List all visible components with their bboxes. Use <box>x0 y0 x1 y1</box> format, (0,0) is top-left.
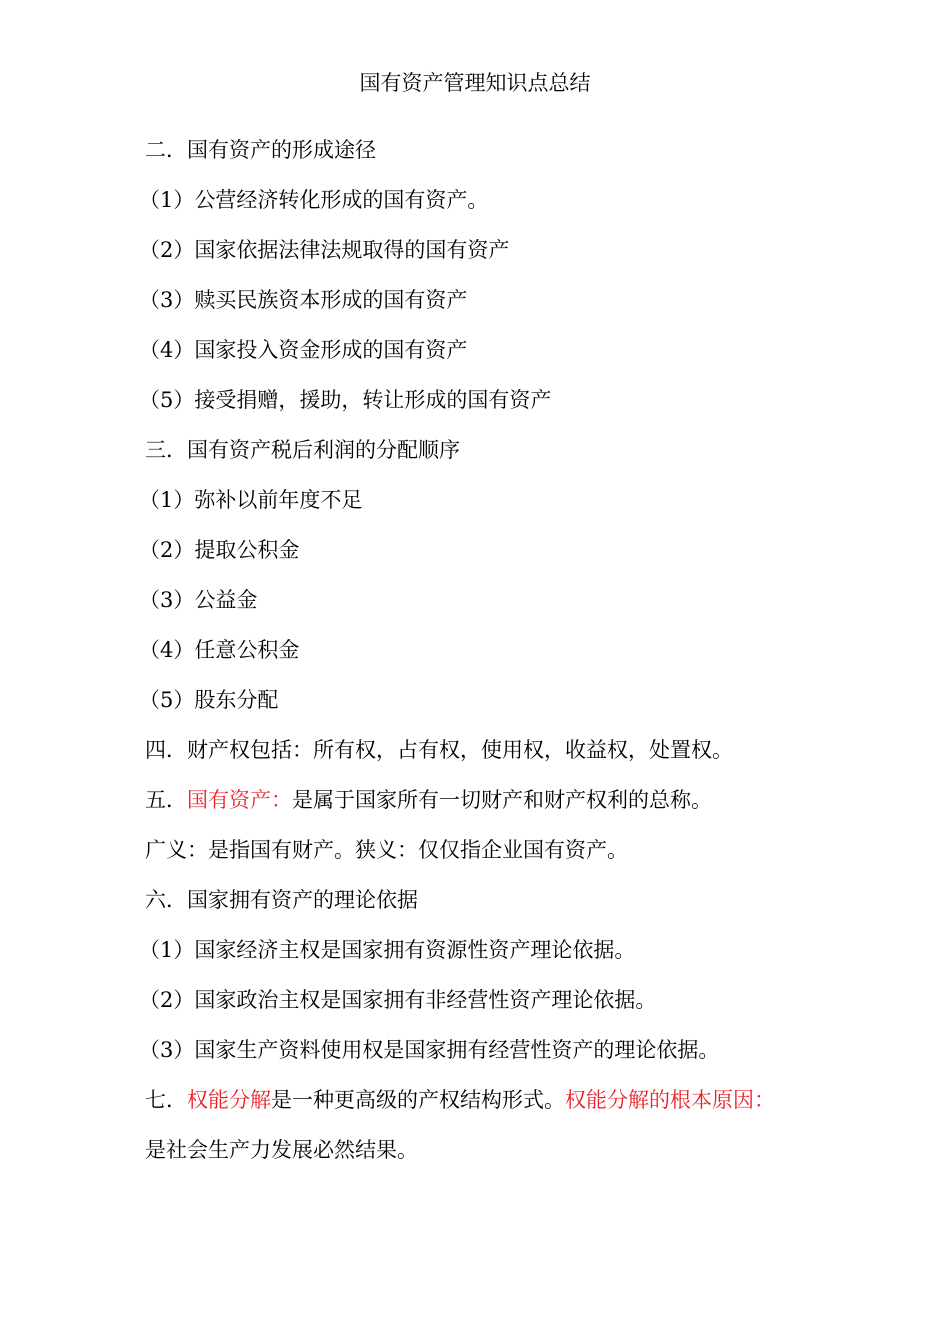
line-text: 五． <box>145 788 187 812</box>
line-text: （3）国家生产资料使用权是国家拥有经营性资产的理论依据。 <box>139 1038 720 1062</box>
page-title: 国有资产管理知识点总结 <box>359 71 591 95</box>
list-item <box>139 685 845 715</box>
section-line <box>145 1135 845 1165</box>
section-line <box>145 885 845 915</box>
section-line <box>145 735 845 765</box>
line-text: 是属于国家所有一切财产和财产权利的总称。 <box>292 788 712 812</box>
list-item <box>139 235 845 265</box>
line-text: 三．国有资产税后利润的分配顺序 <box>145 438 460 462</box>
line-text: 广义：是指国有财产。狭义：仅仅指企业国有资产。 <box>145 838 628 862</box>
line-text: 是社会生产力发展必然结果。 <box>145 1138 418 1162</box>
line-text: （3）公益金 <box>139 588 258 612</box>
list-item <box>139 585 845 615</box>
line-text: （1）国家经济主权是国家拥有资源性资产理论依据。 <box>139 938 636 962</box>
line-text: 是一种更高级的产权结构形式。 <box>271 1088 565 1112</box>
highlighted-term: 国有资产： <box>187 788 292 812</box>
line-text: 二．国有资产的形成途径 <box>145 138 376 162</box>
section-line <box>145 135 845 165</box>
list-item <box>139 1035 845 1065</box>
section-line <box>145 435 845 465</box>
list-item <box>139 485 845 515</box>
list-item <box>139 635 845 665</box>
list-item <box>139 935 845 965</box>
section-line <box>145 1085 845 1115</box>
list-item <box>139 385 845 415</box>
list-item <box>139 535 845 565</box>
highlighted-term: 权能分解的根本原因： <box>565 1088 775 1112</box>
line-text: （3）赎买民族资本形成的国有资产 <box>139 288 468 312</box>
line-text: （1）弥补以前年度不足 <box>139 488 363 512</box>
line-text: 四．财产权包括：所有权，占有权，使用权，收益权，处置权。 <box>145 738 733 762</box>
highlighted-term: 权能分解 <box>187 1088 271 1112</box>
document-body <box>139 135 845 1185</box>
line-text: 七． <box>145 1088 187 1112</box>
line-text: （4）任意公积金 <box>139 638 300 662</box>
line-text: （2）提取公积金 <box>139 538 300 562</box>
list-item <box>139 285 845 315</box>
section-line <box>145 785 845 815</box>
list-item <box>139 985 845 1015</box>
line-text: （2）国家依据法律法规取得的国有资产 <box>139 238 510 262</box>
line-text: （5）股东分配 <box>139 688 279 712</box>
line-text: （1）公营经济转化形成的国有资产。 <box>139 188 489 212</box>
line-text: 六．国家拥有资产的理论依据 <box>145 888 418 912</box>
line-text: （4）国家投入资金形成的国有资产 <box>139 338 468 362</box>
section-line <box>145 835 845 865</box>
line-text: （5）接受捐赠，援助，转让形成的国有资产 <box>139 388 552 412</box>
list-item <box>139 185 845 215</box>
list-item <box>139 335 845 365</box>
line-text: （2）国家政治主权是国家拥有非经营性资产理论依据。 <box>139 988 657 1012</box>
